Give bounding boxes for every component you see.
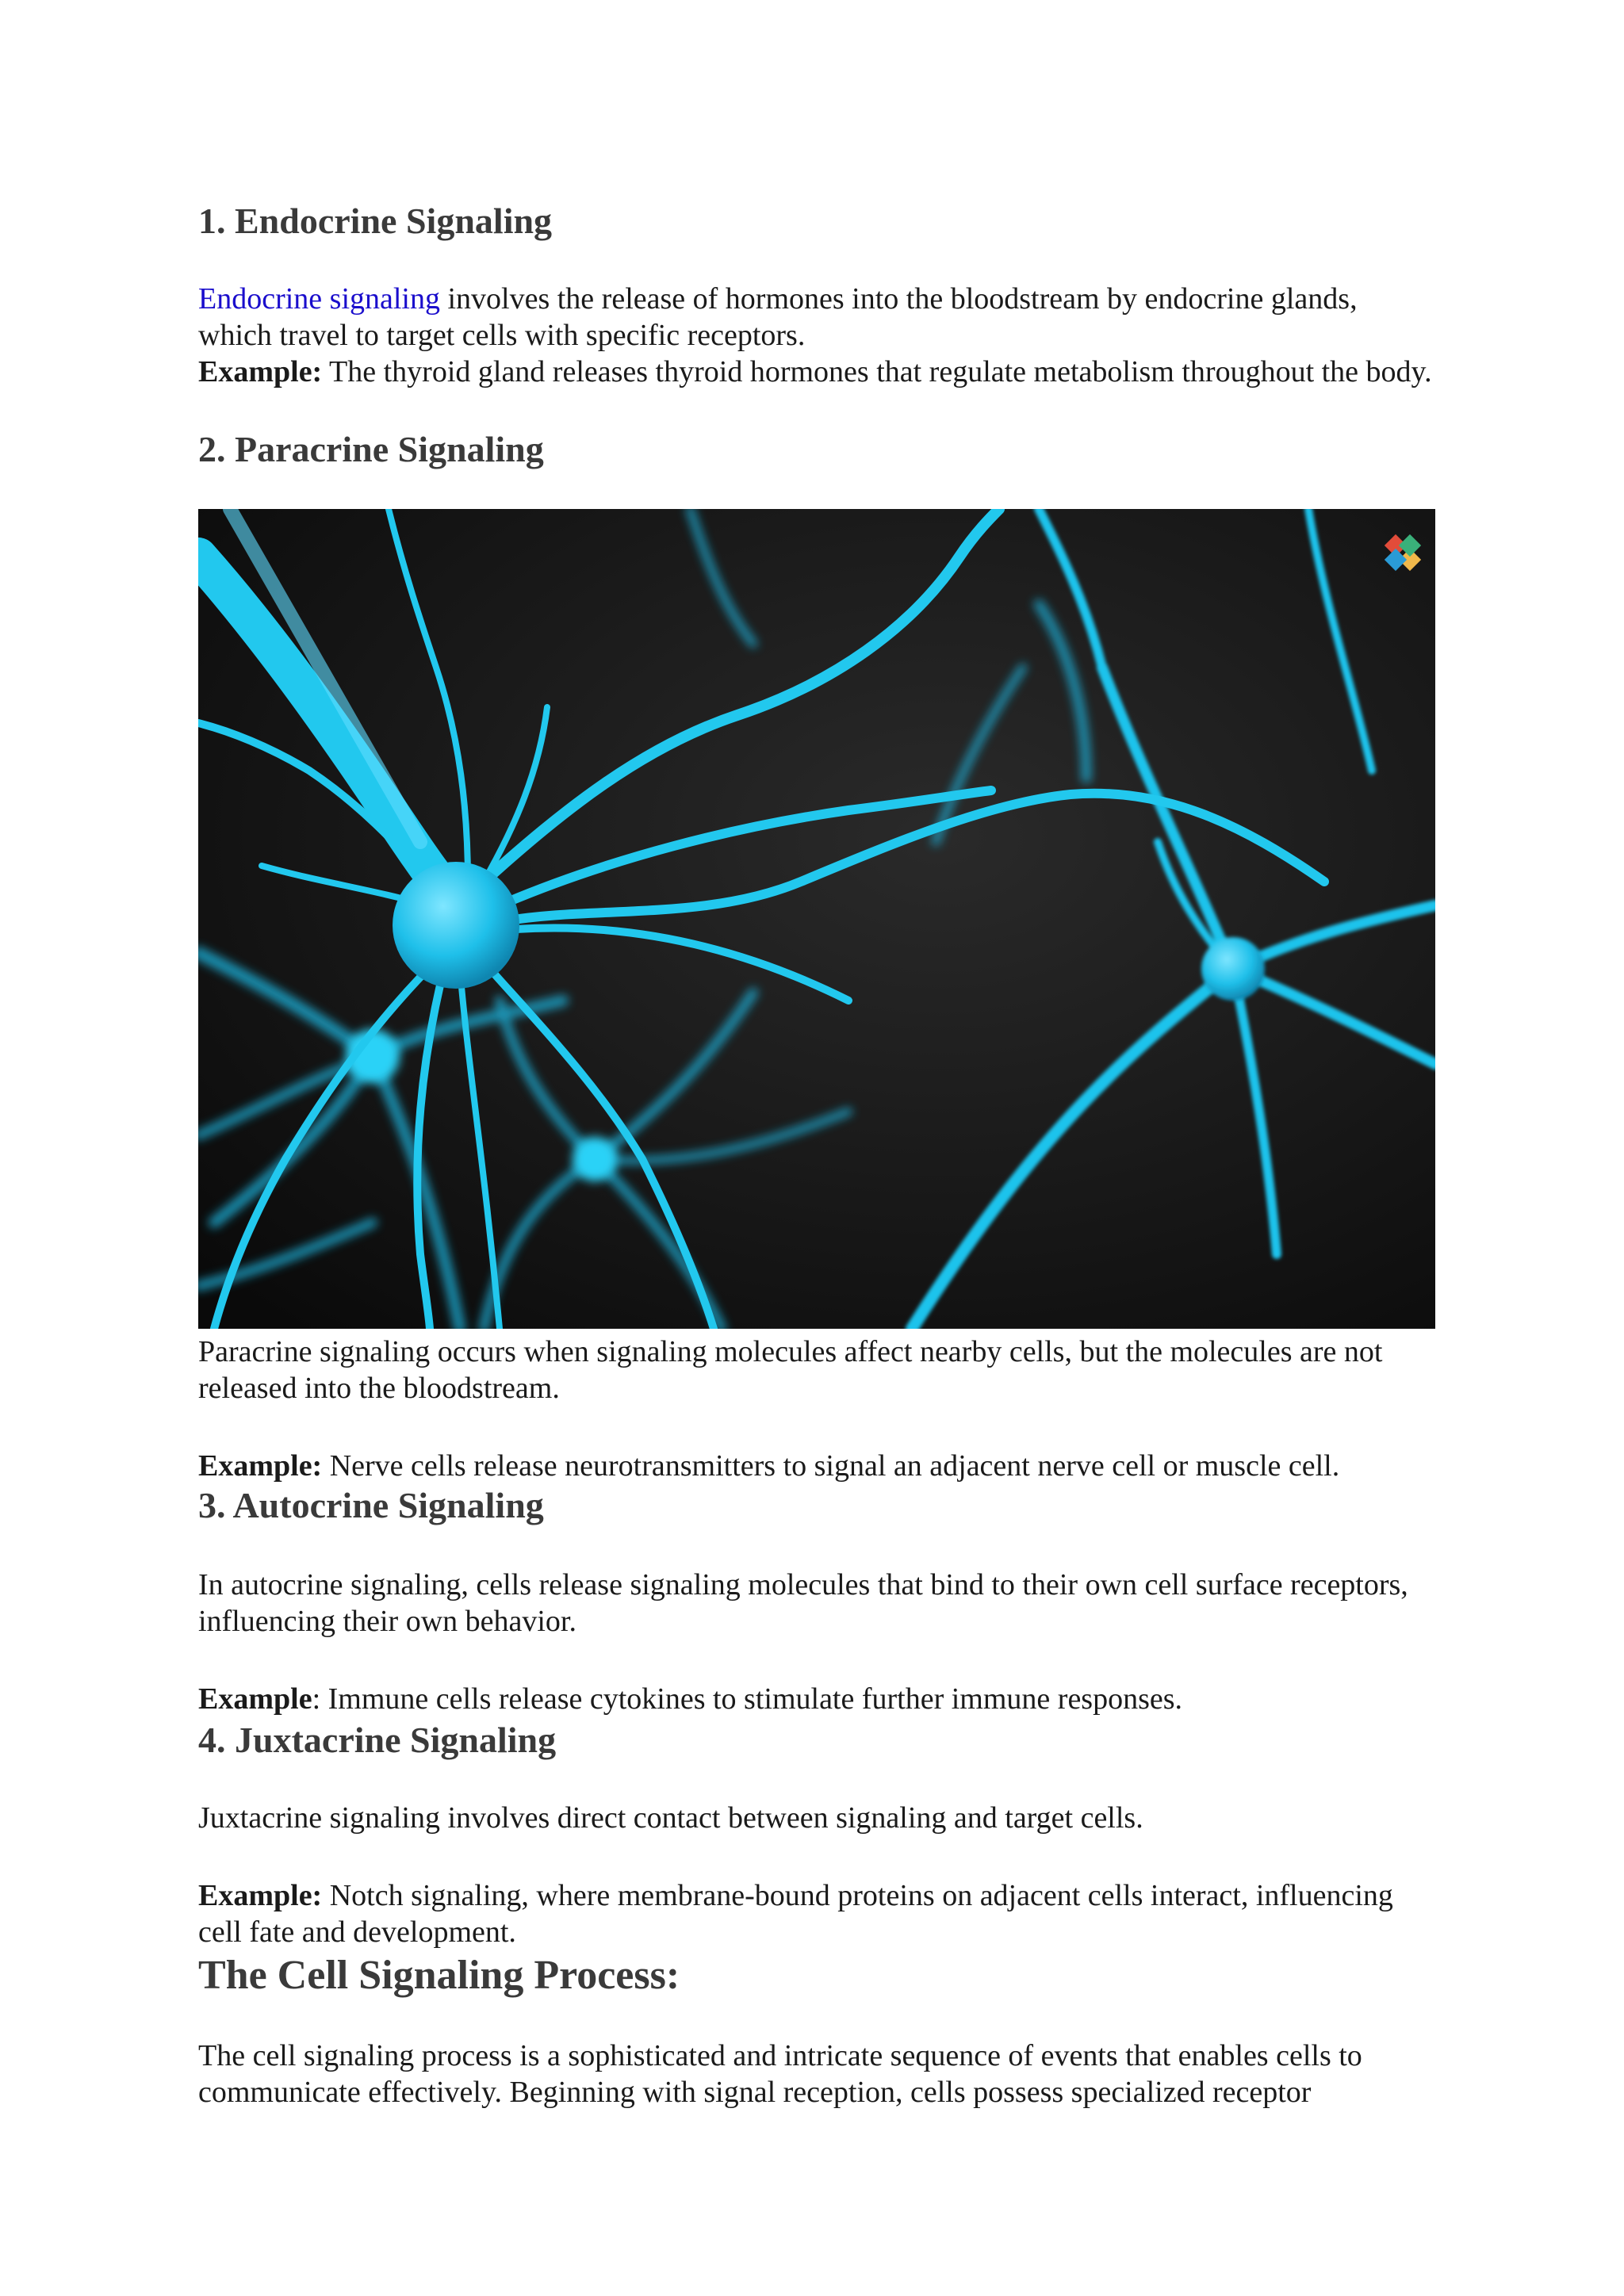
heading-autocrine: 3. Autocrine Signaling bbox=[198, 1485, 544, 1525]
endocrine-text: involves the release of hormones into the bloodstream by endocrine glands, which travel to target cells with specific receptors. bbox=[198, 282, 1358, 352]
example-label: Example: bbox=[198, 1879, 323, 1912]
example-text: The thyroid gland releases thyroid hormones that regulate metabolism throughout the body. bbox=[322, 355, 1432, 388]
example-autocrine bbox=[198, 1681, 1435, 1717]
example-text: : Immune cells release cytokines to stimulate further immune responses. bbox=[312, 1682, 1183, 1716]
heading-cell-signaling-process: The Cell Signaling Process: bbox=[198, 1953, 680, 1998]
example-text: Nerve cells release neurotransmitters to signal an adjacent nerve cell or muscle cell. bbox=[322, 1449, 1340, 1483]
example-text: Notch signaling, where membrane-bound proteins on adjacent cells interact, influencing cell fate and development. bbox=[198, 1879, 1393, 1949]
paragraph-endocrine bbox=[198, 281, 1435, 354]
heading-juxtacrine: 4. Juxtacrine Signaling bbox=[198, 1720, 557, 1760]
paragraph-cell-signaling-process: The cell signaling process is a sophisticated and intricate sequence of events that enables cells to communicate effectively. Beginning with signal reception, cells possess specialized receptor bbox=[198, 2039, 1362, 2109]
example-endocrine bbox=[198, 354, 1435, 390]
paragraph-autocrine: In autocrine signaling, cells release signaling molecules that bind to their own cell surface receptors, influencing their own behavior. bbox=[198, 1568, 1408, 1638]
example-label: Example: bbox=[198, 355, 323, 388]
heading-endocrine: 1. Endocrine Signaling bbox=[198, 201, 553, 241]
example-label: Example: bbox=[198, 1449, 323, 1483]
neuron-network-image bbox=[198, 509, 1435, 1329]
example-label: Example bbox=[198, 1682, 312, 1716]
paragraph-paracrine: Paracrine signaling occurs when signaling molecules affect nearby cells, but the molecules are not released into the bloodstream. bbox=[198, 1335, 1383, 1405]
example-paracrine bbox=[198, 1448, 1435, 1484]
paragraph-juxtacrine: Juxtacrine signaling involves direct contact between signaling and target cells. bbox=[198, 1801, 1143, 1835]
endocrine-signaling-link[interactable]: Endocrine signaling bbox=[198, 282, 440, 316]
example-juxtacrine bbox=[198, 1877, 1435, 1950]
heading-paracrine: 2. Paracrine Signaling bbox=[198, 429, 544, 469]
